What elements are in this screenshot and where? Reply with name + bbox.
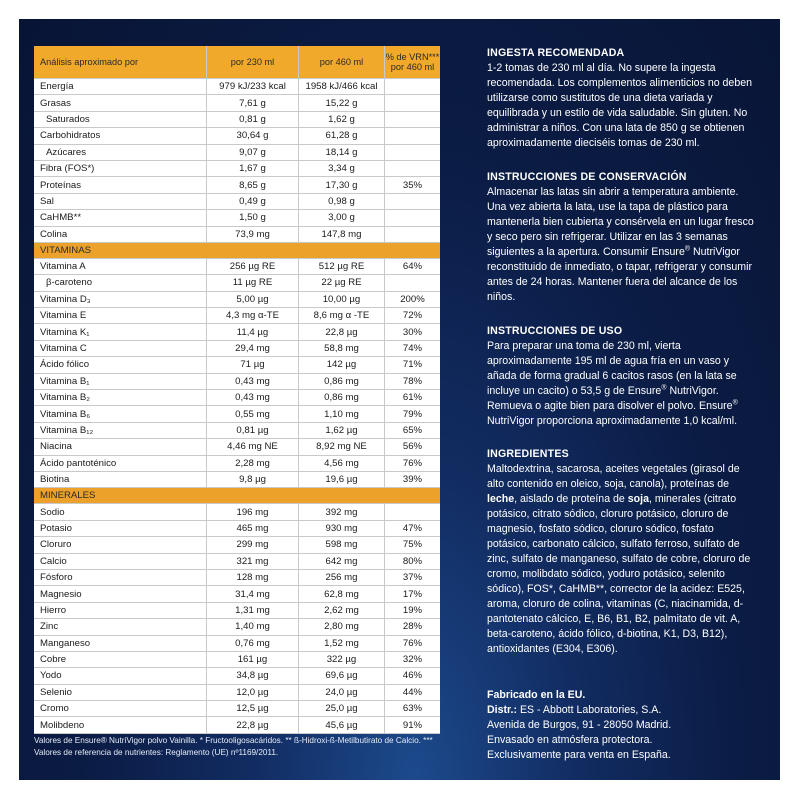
nutrient-name: Vitamina A xyxy=(40,261,86,273)
nutrient-name: Fibra (FOS*) xyxy=(40,163,95,175)
value-460ml: 1958 kJ/466 kcal xyxy=(298,79,384,94)
uso-section xyxy=(487,324,759,429)
conservacion-title: INSTRUCCIONES DE CONSERVACIÓN xyxy=(487,171,687,183)
value-230ml: 299 mg xyxy=(206,537,298,552)
value-vrn xyxy=(384,227,440,242)
table-row xyxy=(34,717,440,733)
table-row xyxy=(34,341,440,357)
table-row xyxy=(34,145,440,161)
value-230ml: 73,9 mg xyxy=(206,227,298,242)
nutrient-name: Sal xyxy=(40,195,54,207)
value-460ml: 24,0 µg xyxy=(298,685,384,700)
value-vrn: 61% xyxy=(384,390,440,405)
nutrient-name: Fósforo xyxy=(40,572,73,584)
table-row xyxy=(34,177,440,193)
value-vrn: 39% xyxy=(384,472,440,487)
envasado-line: Envasado en atmósfera protectora. xyxy=(487,734,653,746)
section-minerales: MINERALES xyxy=(34,488,440,504)
value-460ml: 8,92 mg NE xyxy=(298,439,384,454)
venta-line: Exclusivamente para venta en España. xyxy=(487,749,671,761)
distribuidor-line: Distr.: ES - Abbott Laboratories, S.A. xyxy=(487,704,662,716)
table-row xyxy=(34,357,440,373)
nutrient-name: Manganeso xyxy=(40,637,91,649)
table-row xyxy=(34,439,440,455)
value-230ml: 2,28 mg xyxy=(206,456,298,471)
nutrient-name: Vitamina D₃ xyxy=(40,293,91,305)
value-230ml: 7,61 g xyxy=(206,95,298,110)
value-230ml: 31,4 mg xyxy=(206,586,298,601)
value-230ml: 0,43 mg xyxy=(206,390,298,405)
value-vrn xyxy=(384,128,440,143)
nutrient-name: Potasio xyxy=(40,522,72,534)
table-row xyxy=(34,128,440,144)
nutrient-name: Hierro xyxy=(40,604,67,616)
value-460ml: 22,8 µg xyxy=(298,324,384,339)
value-460ml: 3,00 g xyxy=(298,210,384,225)
table-row xyxy=(34,636,440,652)
nutrient-name: Energía xyxy=(40,81,74,93)
nutrient-name: Selenio xyxy=(40,686,73,698)
value-460ml: 61,28 g xyxy=(298,128,384,143)
value-vrn: 91% xyxy=(384,717,440,732)
value-230ml: 0,43 mg xyxy=(206,374,298,389)
value-vrn xyxy=(384,504,440,519)
nutrient-name: Cloruro xyxy=(40,539,72,551)
value-230ml: 0,49 g xyxy=(206,194,298,209)
table-row xyxy=(34,227,440,243)
value-460ml: 22 µg RE xyxy=(298,275,384,290)
ingredientes-section xyxy=(487,447,759,657)
table-row xyxy=(34,423,440,439)
value-230ml: 22,8 µg xyxy=(206,717,298,732)
value-vrn: 37% xyxy=(384,570,440,585)
table-row xyxy=(34,603,440,619)
value-460ml: 2,62 mg xyxy=(298,603,384,618)
nutrient-name: Vitamina B₂ xyxy=(40,392,90,404)
value-230ml: 465 mg xyxy=(206,521,298,536)
value-230ml: 4,3 mg α-TE xyxy=(206,308,298,323)
nutrient-name: Vitamina K₁ xyxy=(40,326,90,338)
value-vrn: 56% xyxy=(384,439,440,454)
address-line: Avenida de Burgos, 91 - 28050 Madrid. xyxy=(487,719,672,731)
nutrient-name: CaHMB** xyxy=(40,212,82,224)
value-460ml: 0,86 mg xyxy=(298,374,384,389)
value-460ml: 598 mg xyxy=(298,537,384,552)
value-460ml: 930 mg xyxy=(298,521,384,536)
ingesta-title: INGESTA RECOMENDADA xyxy=(487,47,625,59)
table-row xyxy=(34,554,440,570)
nutrient-name: Ácido fólico xyxy=(40,359,90,371)
nutrient-name: Vitamina C xyxy=(40,343,87,355)
value-230ml: 9,8 µg xyxy=(206,472,298,487)
conservacion-text: Almacenar las latas sin abrir a temperatura ambiente. Una vez abierta la lata, use la tapa de plástico para mantenerla bien cubierta y consérvela en un lugar fresco y seco pero sin refrigerar. Utilizar en las 3 semanas siguientes a la apertura. Consumir Ensure® NutriVigor reconstituido de inmediato, o tapar, refrigerar y consumir antes de 24 horas. Mantener fuera del alcance de los niños. xyxy=(487,186,754,303)
nutrient-name: Yodo xyxy=(40,670,62,682)
main-nutrients-group xyxy=(34,79,440,243)
value-230ml: 30,64 g xyxy=(206,128,298,143)
nutrient-name: Molibdeno xyxy=(40,719,85,731)
value-230ml: 5,00 µg xyxy=(206,292,298,307)
uso-title: INSTRUCCIONES DE USO xyxy=(487,325,623,337)
table-row xyxy=(34,685,440,701)
header-460ml: por 460 ml xyxy=(298,46,384,78)
table-row xyxy=(34,504,440,520)
nutrient-name: Vitamina B₆ xyxy=(40,408,91,420)
table-row xyxy=(34,521,440,537)
minerales-group xyxy=(34,504,440,733)
value-460ml: 512 µg RE xyxy=(298,259,384,274)
table-row xyxy=(34,668,440,684)
value-230ml: 196 mg xyxy=(206,504,298,519)
value-230ml: 9,07 g xyxy=(206,145,298,160)
nutrient-name: Cromo xyxy=(40,703,69,715)
fabricante-section xyxy=(487,688,759,763)
value-230ml: 29,4 mg xyxy=(206,341,298,356)
table-row xyxy=(34,701,440,717)
value-230ml: 11 µg RE xyxy=(206,275,298,290)
table-row xyxy=(34,390,440,406)
nutrient-name: Carbohidratos xyxy=(40,130,101,142)
value-vrn: 19% xyxy=(384,603,440,618)
value-460ml: 322 µg xyxy=(298,652,384,667)
value-230ml: 1,31 mg xyxy=(206,603,298,618)
nutrient-name: Grasas xyxy=(40,97,71,109)
value-460ml: 45,6 µg xyxy=(298,717,384,732)
table-footnote: Valores de Ensure® NutriVigor polvo Vainilla. * Fructooligosacáridos. ** ß-Hidroxi-ß-Metilbutirato de Calcio. *** Valores de referencia de nutrientes: Reglamento (UE) nº1169/2011. xyxy=(34,736,433,757)
value-vrn xyxy=(384,112,440,127)
value-460ml: 18,14 g xyxy=(298,145,384,160)
value-460ml: 25,0 µg xyxy=(298,701,384,716)
table-row xyxy=(34,95,440,111)
value-460ml: 62,8 mg xyxy=(298,586,384,601)
value-460ml: 1,52 mg xyxy=(298,636,384,651)
value-vrn xyxy=(384,145,440,160)
ingredientes-text: Maltodextrina, sacarosa, aceites vegetales (girasol de alto contenido en oleico, soja, canola), proteínas de leche, aislado de proteína de soja, minerales (citrato potásico, citrato sódico, cloruro potásico, cloruro de magnesio, fosfato sódico, cloruro sódico, fosfato potásico, carbonato cálcico, sulfato ferroso, sulfato de zinc, sulfato de manganeso, sulfato de cobre, cloruro de cromo, molibdato sódico, yoduro potásico, selenito sódico), FOS*, CaHMB**, corrector de la acidez: E525, aroma, cloruro de colina, vitaminas (C, niacinamida, d-pantotenato cálcico, E, B6, B1, B2, palmitato de vit. A, beta-caroteno, ácido fólico, d-biotina, K1, D3, B12), antioxidantes (E304, E306). xyxy=(487,463,751,655)
value-vrn: 30% xyxy=(384,324,440,339)
value-460ml: 256 mg xyxy=(298,570,384,585)
value-230ml: 256 µg RE xyxy=(206,259,298,274)
value-vrn: 28% xyxy=(384,619,440,634)
value-vrn xyxy=(384,161,440,176)
nutrient-name: Niacina xyxy=(40,441,72,453)
value-460ml: 392 mg xyxy=(298,504,384,519)
value-vrn: 64% xyxy=(384,259,440,274)
header-vrn-line2: por 460 ml xyxy=(390,62,435,72)
value-230ml: 161 µg xyxy=(206,652,298,667)
value-230ml: 1,67 g xyxy=(206,161,298,176)
table-row xyxy=(34,112,440,128)
value-vrn: 71% xyxy=(384,357,440,372)
value-230ml: 34,8 µg xyxy=(206,668,298,683)
value-vrn xyxy=(384,79,440,94)
table-row xyxy=(34,79,440,95)
value-vrn: 76% xyxy=(384,456,440,471)
nutrient-name: Biotina xyxy=(40,474,70,486)
nutrient-name: Azúcares xyxy=(46,146,86,158)
table-row xyxy=(34,619,440,635)
nutrient-name: Ácido pantoténico xyxy=(40,457,117,469)
header-230ml: por 230 ml xyxy=(206,46,298,78)
ingredientes-title: INGREDIENTES xyxy=(487,448,569,460)
value-vrn: 80% xyxy=(384,554,440,569)
value-460ml: 1,62 µg xyxy=(298,423,384,438)
value-vrn: 79% xyxy=(384,406,440,421)
value-vrn: 74% xyxy=(384,341,440,356)
value-460ml: 1,62 g xyxy=(298,112,384,127)
ingesta-section xyxy=(487,46,759,151)
value-230ml: 4,46 mg NE xyxy=(206,439,298,454)
value-vrn xyxy=(384,194,440,209)
vitaminas-group xyxy=(34,259,440,488)
value-230ml: 0,55 mg xyxy=(206,406,298,421)
table-row xyxy=(34,472,440,488)
value-230ml: 12,0 µg xyxy=(206,685,298,700)
table-row xyxy=(34,308,440,324)
value-vrn xyxy=(384,275,440,290)
value-460ml: 8,6 mg α -TE xyxy=(298,308,384,323)
value-460ml: 142 µg xyxy=(298,357,384,372)
value-460ml: 15,22 g xyxy=(298,95,384,110)
value-vrn: 46% xyxy=(384,668,440,683)
table-row xyxy=(34,374,440,390)
value-460ml: 4,56 mg xyxy=(298,456,384,471)
value-460ml: 58,8 mg xyxy=(298,341,384,356)
table-row xyxy=(34,406,440,422)
nutrient-name: Saturados xyxy=(46,113,90,125)
value-230ml: 0,76 mg xyxy=(206,636,298,651)
value-230ml: 8,65 g xyxy=(206,177,298,192)
section-vitaminas: VITAMINAS xyxy=(34,243,440,259)
table-row xyxy=(34,161,440,177)
value-230ml: 0,81 µg xyxy=(206,423,298,438)
value-vrn: 32% xyxy=(384,652,440,667)
header-vrn xyxy=(384,46,440,78)
value-vrn xyxy=(384,95,440,110)
value-460ml: 10,00 µg xyxy=(298,292,384,307)
value-460ml: 19,6 µg xyxy=(298,472,384,487)
table-row xyxy=(34,324,440,340)
value-460ml: 1,10 mg xyxy=(298,406,384,421)
value-460ml: 0,98 g xyxy=(298,194,384,209)
nutrient-name: Vitamina B₁ xyxy=(40,375,90,387)
nutrient-name: Vitamina B₁₂ xyxy=(40,425,94,436)
value-460ml: 2,80 mg xyxy=(298,619,384,634)
value-460ml: 147,8 mg xyxy=(298,227,384,242)
nutrient-name: Cobre xyxy=(40,654,67,666)
value-460ml: 17,30 g xyxy=(298,177,384,192)
value-230ml: 1,50 g xyxy=(206,210,298,225)
nutrition-table xyxy=(34,46,440,734)
conservacion-section xyxy=(487,170,759,305)
value-230ml: 0,81 g xyxy=(206,112,298,127)
value-230ml: 321 mg xyxy=(206,554,298,569)
table-row xyxy=(34,259,440,275)
value-vrn: 65% xyxy=(384,423,440,438)
value-vrn: 63% xyxy=(384,701,440,716)
nutrient-name: Zinc xyxy=(40,621,59,633)
value-230ml: 1,40 mg xyxy=(206,619,298,634)
value-vrn: 72% xyxy=(384,308,440,323)
value-vrn: 35% xyxy=(384,177,440,192)
nutrient-name: Calcio xyxy=(40,555,67,567)
table-row xyxy=(34,537,440,553)
table-row xyxy=(34,292,440,308)
table-row xyxy=(34,652,440,668)
value-vrn: 78% xyxy=(384,374,440,389)
value-460ml: 0,86 mg xyxy=(298,390,384,405)
value-vrn xyxy=(384,210,440,225)
value-230ml: 128 mg xyxy=(206,570,298,585)
value-230ml: 979 kJ/233 kcal xyxy=(206,79,298,94)
ingesta-text: 1-2 tomas de 230 ml al día. No supere la ingesta recomendada. Los complementos alimenticios no deben utilizarse como sustitutos de una dieta variada y equilibrada y un estilo de vida saludable. Sin gluten. No administrar a niños. Con una lata de 850 g se obtienen aproximadamente dieciséis tomas de 230 ml. xyxy=(487,62,752,149)
value-vrn: 76% xyxy=(384,636,440,651)
value-230ml: 12,5 µg xyxy=(206,701,298,716)
nutrient-name: Vitamina E xyxy=(40,310,87,322)
nutrient-name: Colina xyxy=(40,228,68,240)
uso-text: Para preparar una toma de 230 ml, vierta aproximadamente 195 ml de agua fría en un vaso y añada de forma gradual 6 cacitos rasos (en la lata se incluye un cacito) o 53,5 g de Ensure® NutriVigor. Remueva o agite bien para disolver el polvo. Ensure® NutriVigor proporciona aproximadamente 1,0 kcal/ml. xyxy=(487,340,738,427)
nutrient-name: Magnesio xyxy=(40,588,82,600)
value-vrn: 200% xyxy=(384,292,440,307)
value-460ml: 3,34 g xyxy=(298,161,384,176)
table-header-row xyxy=(34,46,440,79)
table-row xyxy=(34,456,440,472)
table-row xyxy=(34,570,440,586)
value-vrn: 47% xyxy=(384,521,440,536)
value-vrn: 44% xyxy=(384,685,440,700)
value-460ml: 69,6 µg xyxy=(298,668,384,683)
nutrient-name: Proteínas xyxy=(40,179,82,191)
nutrient-name: Sodio xyxy=(40,506,65,518)
fabricado-line: Fabricado en la EU. xyxy=(487,689,586,701)
value-230ml: 71 µg xyxy=(206,357,298,372)
value-460ml: 642 mg xyxy=(298,554,384,569)
table-row xyxy=(34,194,440,210)
value-vrn: 17% xyxy=(384,586,440,601)
nutrient-name: β-caroteno xyxy=(46,277,93,289)
value-vrn: 75% xyxy=(384,537,440,552)
table-row xyxy=(34,210,440,226)
header-vrn-line1: % de VRN*** xyxy=(385,52,440,62)
header-nutrient: Análisis aproximado por xyxy=(40,57,139,67)
table-row xyxy=(34,586,440,602)
value-230ml: 11,4 µg xyxy=(206,324,298,339)
table-row xyxy=(34,275,440,291)
